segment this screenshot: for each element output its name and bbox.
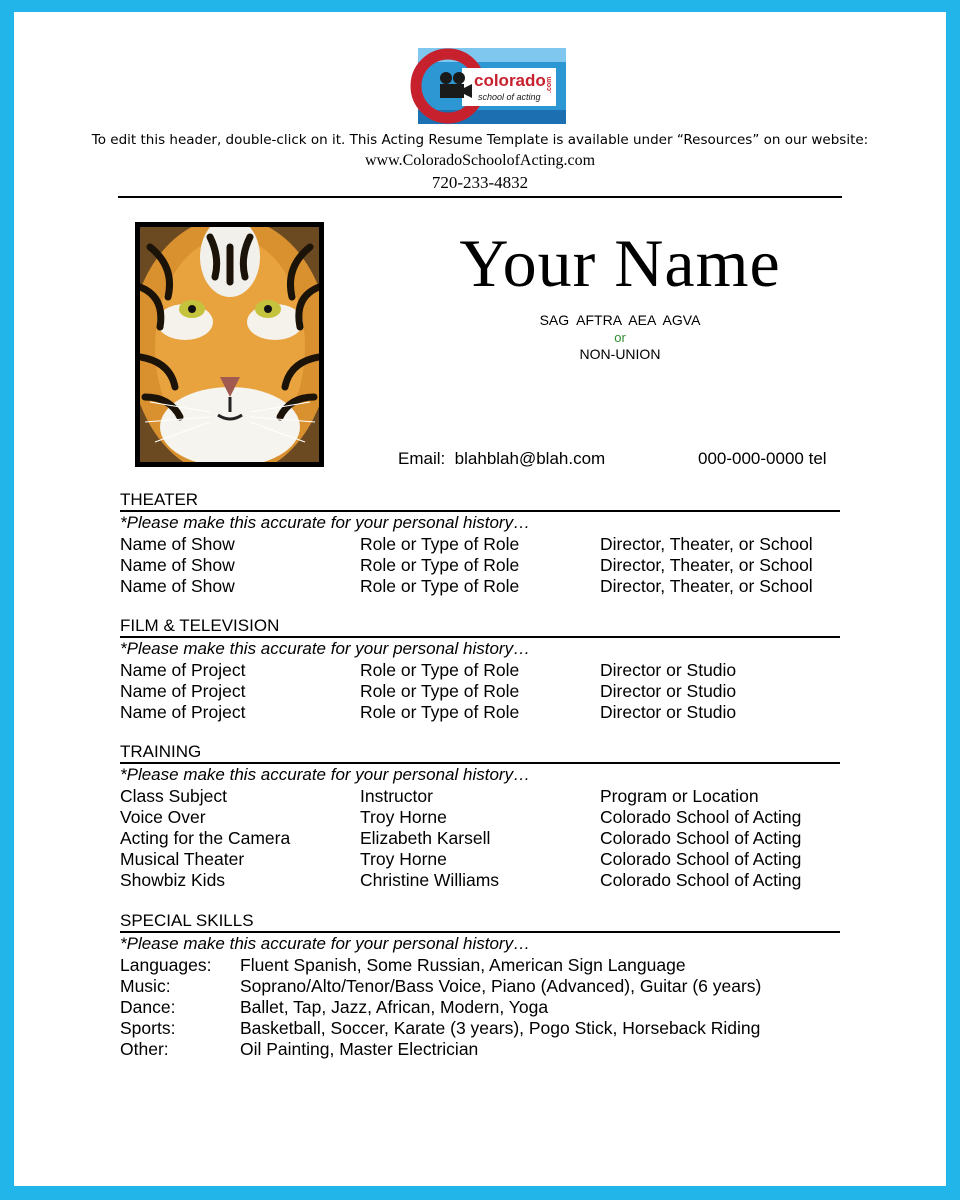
header-divider	[118, 196, 842, 198]
table-row: Musical Theater Troy Horne Colorado School of Acting	[120, 849, 802, 869]
header-website[interactable]: www.ColoradoSchoolofActing.com	[364, 152, 596, 169]
skill-row: Languages: Fluent Spanish, Some Russian, American Sign Language	[120, 955, 686, 975]
logo-tagline-text: school of acting	[478, 92, 541, 102]
non-union-text: NON-UNION	[579, 346, 661, 362]
colorado-school-of-acting-logo	[404, 48, 566, 124]
actor-name: Your Name	[459, 225, 781, 301]
logo-brand-text: colorado	[474, 71, 546, 90]
header-instructions: To edit this header, double-click on it. This Acting Resume Template is available under “Resources” on our website:	[91, 132, 869, 148]
table-row: Class Subject Instructor Program or Location	[120, 786, 759, 806]
table-row: Name of Project Role or Type of Role Director or Studio	[120, 702, 737, 722]
table-row: Name of Project Role or Type of Role Director or Studio	[120, 681, 737, 701]
skill-row: Sports: Basketball, Soccer, Karate (3 years), Pogo Stick, Horseback Riding	[120, 1018, 761, 1038]
section-title: SPECIAL SKILLS	[120, 911, 254, 930]
union-or-text: or	[614, 330, 626, 345]
logo-domain-text: .com	[546, 76, 553, 93]
table-row: Name of Show Role or Type of Role Director, Theater, or School	[120, 555, 813, 575]
section-note: *Please make this accurate for your personal history…	[120, 934, 531, 953]
contact-phone: 000-000-0000 tel	[698, 449, 827, 468]
union-affiliations: SAG AFTRA AEA AGVA	[539, 312, 701, 328]
contact-email: Email: blahblah@blah.com	[398, 449, 606, 468]
training-section	[120, 742, 840, 891]
tiger-face-photo	[140, 227, 319, 462]
section-title: THEATER	[120, 490, 199, 509]
film-television-section	[120, 616, 840, 723]
section-note: *Please make this accurate for your personal history…	[120, 639, 531, 658]
table-row: Name of Show Role or Type of Role Director, Theater, or School	[120, 534, 813, 554]
table-row: Acting for the Camera Elizabeth Karsell Colorado School of Acting	[120, 828, 802, 848]
section-note: *Please make this accurate for your personal history…	[120, 765, 531, 784]
header-phone: 720-233-4832	[431, 173, 529, 192]
table-row: Name of Show Role or Type of Role Director, Theater, or School	[120, 576, 813, 596]
skill-row: Music: Soprano/Alto/Tenor/Bass Voice, Piano (Advanced), Guitar (6 years)	[120, 976, 762, 996]
special-skills-section	[120, 911, 840, 1060]
resume-page	[14, 12, 946, 1186]
table-row: Name of Project Role or Type of Role Director or Studio	[120, 660, 737, 680]
table-row: Showbiz Kids Christine Williams Colorado School of Acting	[120, 870, 802, 890]
skill-row: Other: Oil Painting, Master Electrician	[120, 1039, 479, 1059]
skill-row: Dance: Ballet, Tap, Jazz, African, Modern, Yoga	[120, 997, 549, 1017]
section-note: *Please make this accurate for your personal history…	[120, 513, 531, 532]
section-title: FILM & TELEVISION	[120, 616, 280, 635]
table-row: Voice Over Troy Horne Colorado School of Acting	[120, 807, 802, 827]
headshot-photo	[135, 222, 324, 467]
theater-section	[120, 490, 840, 597]
section-title: TRAINING	[120, 742, 202, 761]
